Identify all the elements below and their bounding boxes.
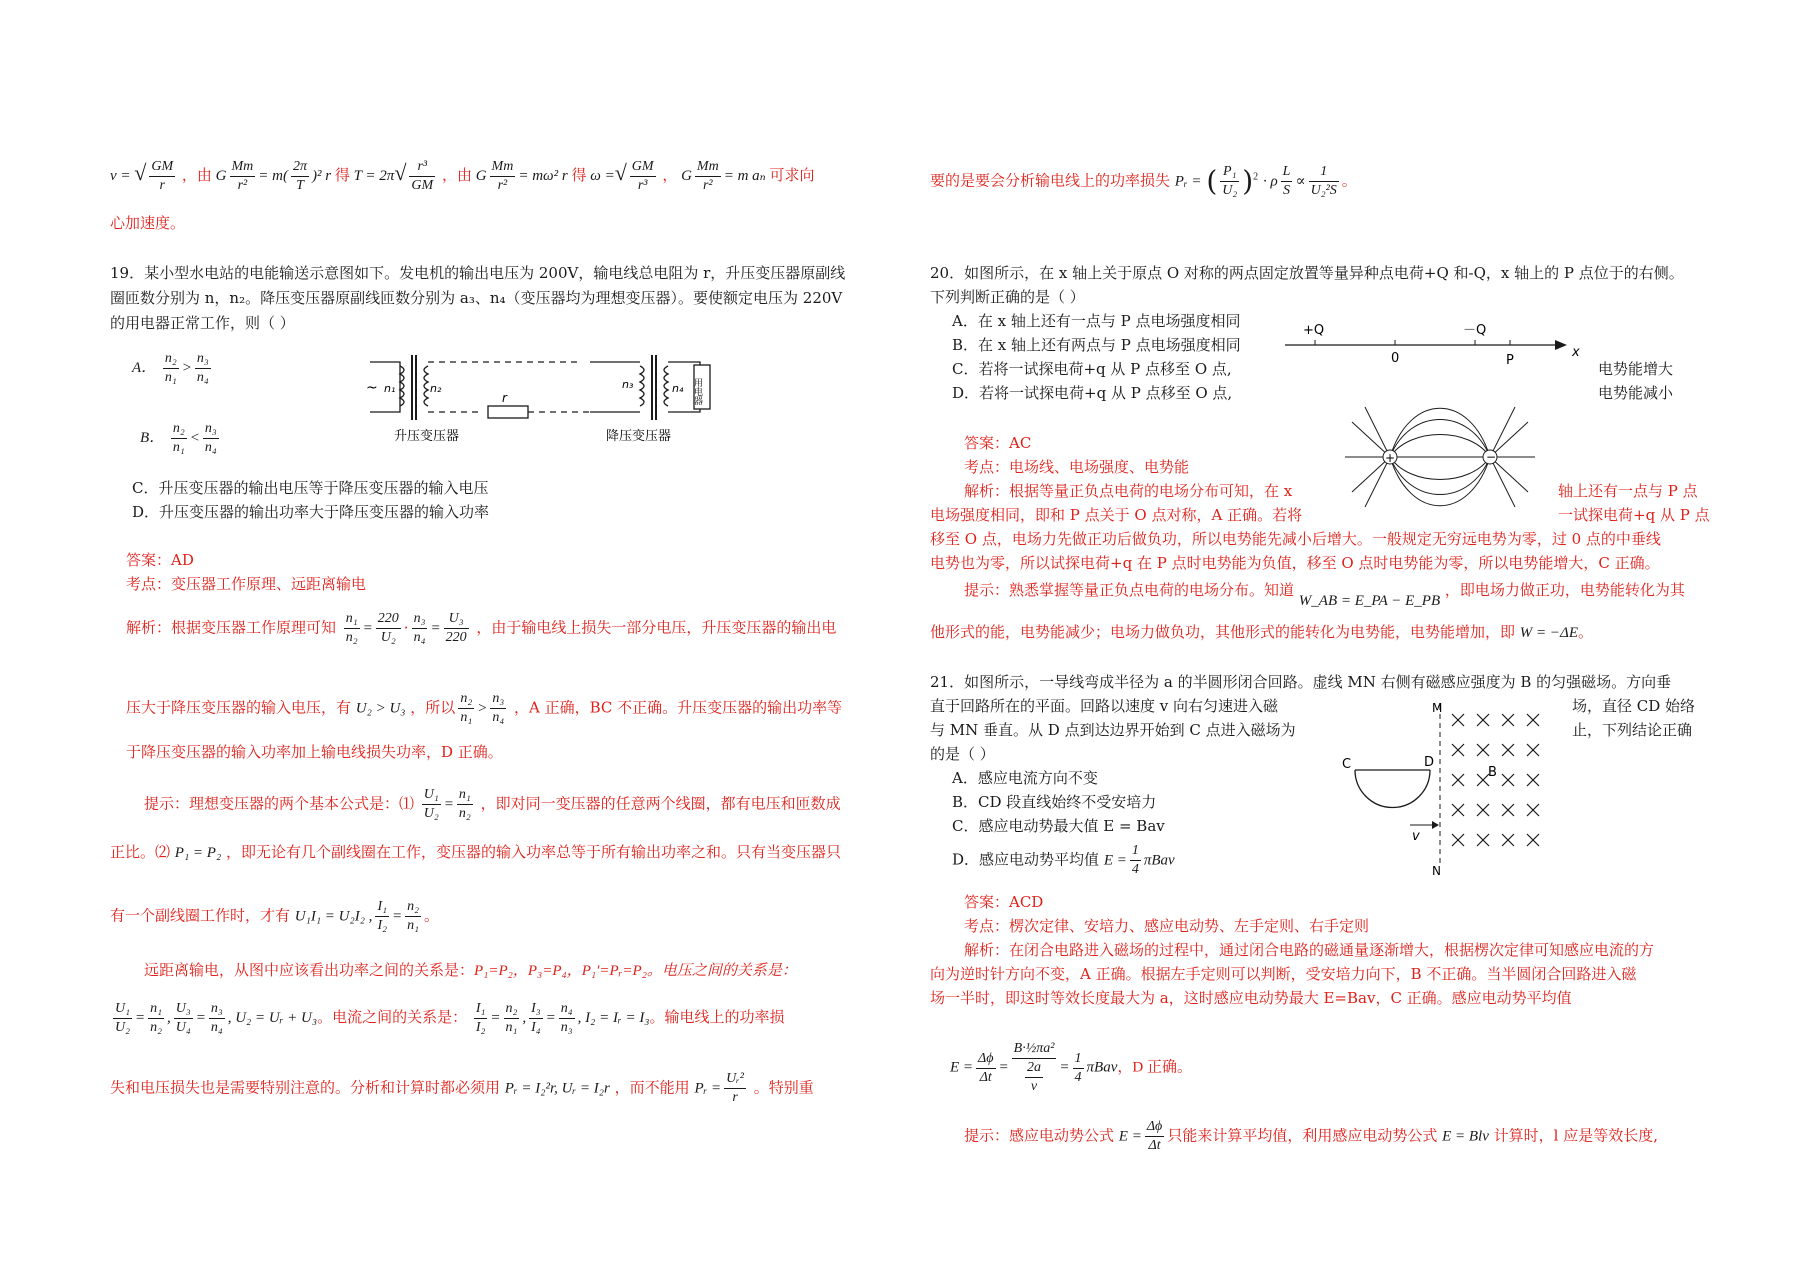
q19-kaodian: 考点：变压器工作原理、远距离输电: [126, 575, 367, 593]
negative-charge-label: －Q: [1463, 323, 1487, 338]
q20-option-b[interactable]: B．在 x 轴上还有两点与 P 点电场强度相同: [952, 336, 1241, 354]
frac-num: 1: [1073, 1050, 1084, 1069]
frac-num: n₁: [344, 610, 360, 629]
frac-num: 1: [1130, 842, 1141, 861]
frac-den: I₂: [377, 918, 387, 933]
work-energy-eq: W_AB = E_PA − E_PB: [1298, 593, 1441, 609]
gravity-formula-line: v = √ $\frac{GM}{r}$ ，由 G $\frac{Mm}{\text{r²}}$ = m( $\frac{2\pi}{T}$ )² r 得 T = 2π√ $\frac{\text{r³}}{GM}$ ，由 G $\frac{Mm}{\text{r²}}$ = mω² r 得 ω =√ $\frac{GM}{\text{r³}}$ ， G $\frac{Mm}{\text{r²}}$ = m aₙ 可求向: [110, 159, 815, 193]
emf-eq: E =: [950, 1059, 974, 1076]
field-b-label: B: [1488, 765, 1497, 780]
frac-num: n₃: [203, 420, 219, 439]
connector-text: 得: [334, 167, 350, 184]
eq-sign: =: [391, 908, 403, 925]
q20-jiexi-line2: 电场强度相同，即和 P 点关于 O 点对称，A 正确。若将: [930, 506, 1303, 524]
proportional-sign: ∝: [1295, 173, 1306, 190]
frac-num: n₂: [405, 898, 421, 917]
q21-option-c[interactable]: C．感应电动势最大值 E = Bav: [952, 817, 1165, 835]
emf-eq: E = Blv: [1442, 1128, 1489, 1145]
frac-den: n₂: [150, 1020, 162, 1035]
tishi-text: 。: [1578, 623, 1594, 641]
frac-den: n₄: [413, 630, 426, 645]
q19-tishi-line2: [110, 842, 841, 863]
frac-den: I₂: [475, 1020, 486, 1035]
step-up-label: 升压变压器: [394, 429, 460, 444]
frac-num: n₂: [163, 350, 179, 369]
frac-den: I₄: [531, 1020, 541, 1035]
frac-den: U₂: [115, 1020, 130, 1035]
frac-num: U₁: [113, 1000, 132, 1019]
emf-eq: πBav: [1086, 1059, 1118, 1076]
frac-num: P₁: [1220, 163, 1239, 182]
frac-den: n₃: [560, 1020, 573, 1035]
jiexi-text: 解析：根据变压器工作原理可知: [126, 618, 337, 637]
formula-rhs: = m(: [258, 167, 288, 184]
frac-num: GM: [149, 158, 175, 177]
step-down-label: 降压变压器: [606, 429, 672, 444]
q21-jiexi-line3: 场一半时，即这时等效长度最大为 a，这时感应电动势最大 E=Bav，C 正确。感应电动势平均值: [930, 989, 1572, 1007]
frac-den: n₂: [345, 630, 358, 645]
q21-answer: 答案：ACD: [964, 893, 1044, 911]
power-eq: U₁I₁ = U₂I₂ ,: [294, 908, 373, 925]
ac-source-icon: ~: [366, 380, 378, 396]
frac-num: n₃: [209, 1000, 225, 1019]
frac-den: n₁: [164, 370, 177, 385]
origin-label: 0: [1391, 351, 1400, 366]
q19-jiexi-line1: 解析：根据变压器工作原理可知 $\frac{\text{n₁}}{\text{n₂}}$ = $\frac{220}{\text{U₂}}$ · $\frac{\text{n₃}}{\text{n₄}}$ = $\frac{\text{U₃}}{220}$ ，由于输电线上损失一部分电压，升压变压器的输出电: [126, 611, 837, 645]
frac-den: n₄: [204, 440, 217, 455]
eq-sign: =: [362, 620, 373, 637]
frac-den: Δt: [1148, 1138, 1161, 1153]
frac-den: n₄: [210, 1020, 223, 1035]
frac-num: n₃: [412, 610, 428, 629]
formula-text: 要的是要会分析输电线上的功率损失: [930, 171, 1171, 190]
q21-stem-line3-right: 止，下列结论正确: [1572, 721, 1693, 739]
jiexi-text: ，D 正确。: [1117, 1059, 1192, 1076]
frac-num: Mm: [230, 158, 256, 177]
q20-stem-line2: 下列判断正确的是（ ）: [930, 288, 1085, 306]
q21-kaodian: 考点：楞次定律、安培力、感应电动势、左手定则、右手定则: [964, 917, 1370, 935]
q21-stem-line1: 21．如图所示，一导线弯成半径为 a 的半圆形闭合回路。虚线 MN 右侧有磁感应强度为 B 的匀强磁场。方向垂: [930, 673, 1672, 691]
formula-tail-line: 心加速度。: [110, 214, 186, 232]
frac-num: GM: [630, 158, 656, 177]
q19-option-b[interactable]: [140, 420, 222, 457]
frac-den: r²: [497, 178, 508, 193]
coil-label-n3: n₃: [622, 378, 634, 391]
q20-option-a[interactable]: A．在 x 轴上还有一点与 P 点电场强度相同: [952, 312, 1241, 330]
q20-tishi-line2: [930, 622, 1593, 643]
frac-num: n₂: [504, 1000, 520, 1019]
q21-stem-line2: 直于回路所在的平面。回路以速度 v 向右匀速进入磁: [930, 697, 1279, 715]
tishi-text: ，即对同一变压器的任意两个线圈，都有电压和匝数成: [480, 794, 841, 813]
frac-den: r²: [702, 178, 713, 193]
frac-den: 4: [1074, 1069, 1082, 1085]
eq-sign: =: [1059, 1059, 1070, 1076]
q20-option-c[interactable]: C．若将一试探电荷+q 从 P 点移至 O 点,: [952, 360, 1232, 378]
jiexi-text: ，由于输电线上损失一部分电压，升压变压器的输出电: [476, 618, 837, 637]
voltage-eq: , U₂ = Uᵣ + U₃: [227, 1009, 318, 1026]
right-top-formula: 要的是要会分析输电线上的功率损失 Pᵣ = ( $\frac{\text{P₁}}{\text{U₂}}$ )$^2$ · ρ $\frac{L}{S}$ ∝ $\frac{1}{\text{U₂²S}}$ 。: [930, 164, 1357, 198]
formula-rho: · ρ: [1262, 173, 1278, 190]
q21-option-b[interactable]: B．CD 段直线始终不受安培力: [952, 793, 1157, 811]
frac-num: L: [1281, 163, 1293, 182]
frac-num: B·½πa²: [1012, 1040, 1057, 1059]
q20-option-c-tail: 电势能增大: [1598, 360, 1674, 378]
q19-answer: 答案：AD: [126, 551, 194, 569]
boundary-m-label: M: [1432, 701, 1443, 715]
yuancheng-text: 。特别重: [753, 1078, 814, 1097]
point-p-label: P: [1506, 353, 1514, 368]
option-label: A．: [132, 359, 157, 376]
emf-eq: E =: [1103, 852, 1127, 869]
frac-den: GM: [411, 178, 434, 193]
emf-eq: E =: [1118, 1128, 1142, 1145]
q20-jiexi-line1: 解析：根据等量正负点电荷的电场分布可知，在 x: [964, 482, 1293, 500]
frac-den: U₂: [423, 806, 439, 821]
frac-den: r²: [237, 178, 248, 193]
frac-num: n₄: [559, 1000, 575, 1019]
tishi-text: 提示：理想变压器的两个基本公式是：⑴: [144, 794, 415, 813]
tishi-text: 。: [423, 906, 439, 925]
resistor-label: r: [502, 391, 507, 405]
frac-den: r: [732, 1090, 738, 1105]
yuancheng-text: ，而不能用: [614, 1078, 690, 1097]
tishi-text: 计算时，l 应是等效长度,: [1493, 1126, 1659, 1145]
jiexi-text: 压大于降压变压器的输入电压，有: [126, 698, 352, 717]
frac-den: U₂: [1222, 183, 1238, 198]
frac-num: n₃: [490, 690, 506, 709]
frac-den: r³: [637, 178, 648, 193]
work-energy-eq: W = −ΔE: [1519, 625, 1579, 641]
velocity-label: v: [1412, 829, 1420, 844]
coil-label-n4: n₄: [672, 382, 684, 395]
frac-num: 2π: [291, 158, 309, 177]
frac-den: 220: [445, 630, 467, 645]
emf-eq: πBav: [1143, 852, 1175, 869]
formula-text: 。: [1341, 171, 1357, 190]
q20-jiexi-line1-right: 轴上还有一点与 P 点: [1558, 482, 1698, 500]
point-c-label: C: [1342, 757, 1352, 772]
svg-text:−: −: [1486, 450, 1497, 464]
connector-text: 得: [571, 167, 587, 184]
frac-den: T: [296, 178, 304, 193]
q21-option-a[interactable]: A．感应电流方向不变: [952, 769, 1098, 787]
frac-num: I₃: [529, 1000, 543, 1019]
point-d-label: D: [1424, 755, 1435, 770]
q20-answer: 答案：AC: [964, 434, 1032, 452]
frac-num: Δϕ: [976, 1050, 995, 1069]
transmission-diagram: [360, 350, 830, 450]
q21-stem-line4: 的是（ ）: [930, 745, 995, 763]
q20-kaodian: 考点：电场线、电场强度、电势能: [964, 458, 1190, 476]
frac-den: r: [159, 178, 165, 193]
frac-den: n₁: [460, 710, 473, 725]
q19-jiexi-line2: [126, 690, 842, 727]
formula-v: v =: [110, 167, 131, 184]
q21-jiexi-formula: [950, 1040, 1192, 1096]
frac-num: I₁: [375, 898, 389, 917]
q20-tishi-line1: [964, 580, 1685, 609]
q20-stem-line1: 20．如图所示，在 x 轴上关于原点 O 对称的两点固定放置等量异种点电荷+Q 和-Q，x 轴上的 P 点位于的右侧。: [930, 264, 1684, 282]
q19-option-c[interactable]: C．升压变压器的输出电压等于降压变压器的输入电压: [132, 479, 489, 497]
q20-jiexi-line3: 移至 O 点，电场力先做正功后做负功，所以电势能先减小后增大。一般规定无穷远电势为零，过 0 点的中垂线: [930, 530, 1661, 548]
eq-sign: =: [998, 1059, 1009, 1076]
q20-jiexi-line4: 电势也为零，所以试探电荷+q 在 P 点时电势能为负值，移至 O 点时电势能为零，所以电势能增大，C 正确。: [930, 554, 1660, 572]
formula-rhs: = mω² r: [518, 167, 568, 184]
tishi-text: ，即无论有几个副线圈在工作，变压器的输入功率总等于所有输出功率之和。只有当变压器只: [225, 843, 841, 861]
frac-den: 4: [1131, 862, 1139, 877]
q21-jiexi-line2: 向为逆时针方向不变，A 正确。根据左手定则可以判断，受安培力向下，B 不正确。当半圆闭合回路进入磁: [930, 965, 1637, 983]
frac-num: U₃: [174, 1000, 193, 1019]
inequality: U₂ > U₃: [355, 700, 406, 717]
inequality-sign: <: [189, 429, 200, 446]
yuancheng-text: 远距离输电，从图中应该看出功率之间的关系是：: [144, 961, 475, 979]
formula-rhs: )² r: [312, 167, 332, 184]
frac-num: 220: [376, 610, 401, 629]
formula-T: T = 2π: [353, 167, 395, 184]
loss-eq: Pᵣ =: [694, 1080, 722, 1097]
q19-yuancheng-line2: $\frac{\text{U₁}}{\text{U₂}}$ = $\frac{\text{n₁}}{\text{n₂}}$ , $\frac{\text{U₃}}{\text{U₄}}$ = $\frac{\text{n₃}}{\text{n₄}}$ , U₂ = Uᵣ + U₃。电流之间的关系是： $\frac{\text{I₁}}{\text{I₂}}$ = $\frac{\text{n₂}}{\text{n₁}}$ , $\frac{\text{I₃}}{\text{I₄}}$ = $\frac{\text{n₄}}{\text{n₃}}$ , I₂ = Iᵣ = I₃。输电线上的功率损: [115, 1001, 785, 1035]
q19-option-d[interactable]: D．升压变压器的输出功率大于降压变压器的输入功率: [132, 503, 490, 521]
jiexi-text: ，A 正确，BC 不正确。升压变压器的输出功率等: [513, 698, 843, 717]
tishi-text: ，即电场力做正功，电势能转化为其: [1444, 581, 1685, 599]
exponent: 2: [1253, 171, 1259, 183]
q19-option-a[interactable]: [132, 350, 214, 387]
yuancheng-text: 失和电压损失也是需要特别注意的。分析和计算时都必须用: [110, 1078, 501, 1097]
q21-jiexi-line1: 解析：在闭合电路进入磁场的过程中，通过闭合电路的磁通量逐渐增大，根据楞次定律可知感应电流的方: [964, 941, 1655, 959]
q21-option-d[interactable]: [952, 842, 1175, 879]
frac-num: Mm: [695, 158, 721, 177]
q21-stem-line2-right: 场，直径 CD 始络: [1572, 697, 1696, 715]
frac-num: n₃: [195, 350, 211, 369]
q19-tishi-line3: [110, 898, 439, 935]
inequality-sign: >: [181, 359, 192, 376]
frac-den: U₂: [380, 630, 396, 645]
frac-num: I₁: [474, 1000, 488, 1019]
frac-num: n₂: [458, 690, 474, 709]
loss-eq: Pᵣ = I₂²r, Uᵣ = I₂r: [504, 1080, 610, 1097]
q19-tishi-line1: 提示：理想变压器的两个基本公式是：⑴ $\frac{\text{U₁}}{\text{U₂}}$ = $\frac{\text{n₁}}{\text{n₂}}$ ，即对同一变压器的任意两个线圈，都有电压和匝数成: [144, 787, 841, 821]
frac-num: 2a: [1025, 1059, 1043, 1078]
frac-num: Δϕ: [1145, 1118, 1164, 1137]
formula-rhs: = m aₙ: [723, 167, 766, 184]
frac-den: n₁: [172, 440, 185, 455]
power-eq: P₁ = P₂: [174, 845, 222, 861]
frac-num: n₁: [148, 1000, 164, 1019]
tishi-text: 有一个副线圈工作时，才有: [110, 906, 291, 925]
frac-num: Mm: [490, 158, 516, 177]
frac-num: U₁: [422, 786, 441, 805]
q20-jiexi-line2-right: 一试探电荷+q 从 P 点: [1558, 506, 1710, 524]
jiexi-text: ，所以: [410, 698, 456, 717]
q21-tishi: [964, 1118, 1658, 1155]
q19-yuancheng-line1: [144, 960, 797, 981]
tishi-text: 他形式的能，电势能减少；电场力做负功，其他形式的能转化为电势能，电势能增加，即: [930, 623, 1516, 641]
tishi-text: 提示：熟悉掌握等量正负点电荷的电场分布。知道: [964, 581, 1295, 599]
tishi-text: 提示：感应电动势公式: [964, 1126, 1115, 1145]
frac-num: 1: [1309, 163, 1339, 182]
yuancheng-text: P₁=P₂，P₃=P₄，P₁′=Pᵣ=P₂。电压之间的关系是：: [474, 963, 797, 979]
frac-num: n₁: [457, 786, 473, 805]
dipole-field-diagram: [1340, 392, 1540, 522]
boundary-n-label: N: [1432, 864, 1441, 875]
frac-den: n₄: [196, 370, 209, 385]
coil-label-n2: n₂: [430, 382, 442, 395]
connector-text: ，: [662, 167, 678, 184]
yuancheng-text: 。电流之间的关系是：: [317, 1009, 468, 1026]
frac-den: U₄: [175, 1020, 191, 1035]
q21-stem-line3: 与 MN 垂直。从 D 点到达边界开始到 C 点进入磁场为: [930, 721, 1296, 739]
x-axis-label: x: [1572, 345, 1580, 360]
option-label: B．: [140, 429, 165, 446]
q19-stem-line2: 圈匝数分别为 n，n₂。降压变压器原副线匝数分别为 a₃、n₄（变压器均为理想变压器）。要使额定电压为 220V: [110, 289, 843, 307]
positive-charge-label: +Q: [1303, 323, 1325, 338]
svg-text:+: +: [1385, 451, 1396, 465]
q19-stem-line3: 的用电器正常工作，则（ ）: [110, 314, 295, 332]
inequality-sign: >: [477, 700, 488, 717]
current-eq: , I₂ = Iᵣ = I₃: [577, 1009, 650, 1026]
magnetic-field-diagram: [1340, 700, 1540, 875]
charge-axis-diagram: [1285, 320, 1585, 370]
formula-omega: ω =: [590, 167, 615, 184]
frac-den: U₂²S: [1310, 183, 1337, 198]
q20-option-d-tail: 电势能减小: [1598, 384, 1674, 402]
q19-yuancheng-line3: [110, 1070, 814, 1107]
frac-num: n₂: [171, 420, 187, 439]
frac-den: Δt: [979, 1069, 992, 1085]
frac-den: v: [1030, 1079, 1038, 1094]
frac-den: n₂: [458, 806, 471, 821]
coil-label-n1: n₁: [384, 382, 396, 395]
frac-num: Uᵣ²: [724, 1070, 746, 1089]
frac-den: n₁: [505, 1020, 518, 1035]
formula-pr: Pᵣ =: [1174, 173, 1202, 190]
q19-stem-line1: 19．某小型水电站的电能输送示意图如下。发电机的输出电压为 200V，输电线总电阻为 r，升压变压器原副线: [110, 264, 846, 282]
tishi-text: 正比。⑵: [110, 843, 171, 861]
frac-num: r³: [409, 158, 435, 177]
connector-text: ，由: [441, 167, 472, 184]
option-text: D．感应电动势平均值: [952, 850, 1100, 869]
q20-option-d[interactable]: D．若将一试探电荷+q 从 P 点移至 O 点,: [952, 384, 1233, 402]
frac-den: n₁: [407, 918, 419, 933]
connector-text: 可求向: [769, 167, 815, 184]
yuancheng-text: 。输电线上的功率损: [649, 1009, 785, 1026]
frac-den: n₄: [492, 710, 505, 725]
q19-jiexi-line3: 于降压变压器的输入功率加上输电线损失功率，D 正确。: [126, 743, 503, 761]
frac-den: S: [1283, 183, 1291, 198]
load-label: 用电器: [692, 378, 702, 405]
connector-text: ，由: [181, 167, 212, 184]
tishi-text: 只能来计算平均值，利用感应电动势公式: [1167, 1126, 1438, 1145]
frac-num: U₃: [444, 610, 469, 629]
